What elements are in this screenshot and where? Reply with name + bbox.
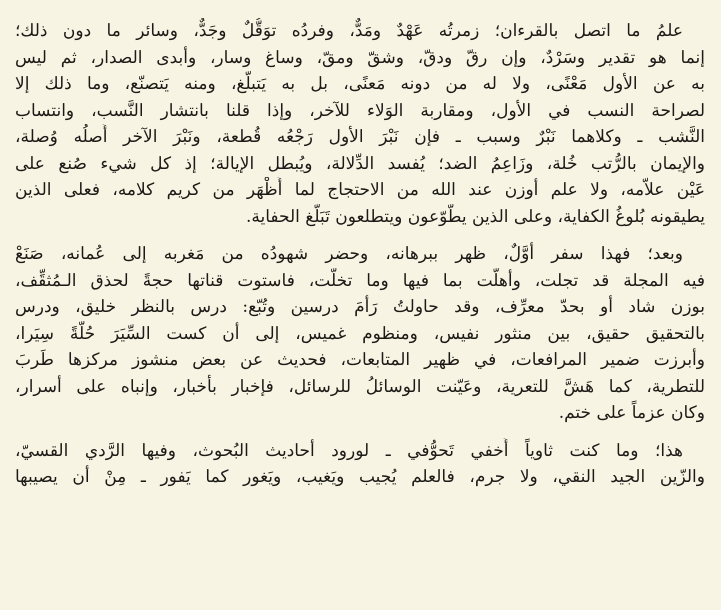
paragraph-line: وأبرزت ضمير المرافعات، في ظهير المتابعات، فحديث عن بعض منشوز مركزها طَربَ <box>15 350 705 370</box>
paragraph-spacer <box>15 427 705 438</box>
paragraph-line: وبعد؛ فهذا سفر أوَّلٌ، ظهر ببرهانه، وحضر شهودُه من مَغربه إلى عُمانه، صَنَعْ <box>15 244 683 264</box>
paragraph-line: لصراحة النسب في الأول، ومقاربة الوَلاء للآخر، وإذا قلنا بانتشار النَّسب، وانتساب <box>15 100 705 121</box>
paragraph-spacer <box>15 230 705 241</box>
paragraph-line: والزّين الجيد النقي، ولا جرم، فالعلم يُجيب ويَغيب، ويَغور كما يَفور ـ مِنْ أن يصيبها <box>15 467 705 487</box>
paragraph-line: بالتحقيق حقيق، بين منثور نفيس، ومنظوم غميس، إلى أن كست السِّيَرَ حُلّةً سِيَرا، <box>15 323 705 344</box>
paragraph-line: عَيْن علاّمه، ولا علم أوزن عند الله من الاحتجاج لما أَظْهَر من كريم كلامه، فعلى الذين <box>15 180 705 200</box>
paragraph-line: وكان عزماً على ختم. <box>558 403 705 423</box>
paragraph-3 <box>15 438 705 491</box>
paragraph-line: هذا؛ وما كنت ثاوياً أُخفي تَحوُّفي ـ لورود أحاديث البُحوث، وفيها الرَّدي القسيّ، <box>15 440 683 461</box>
paragraph-line: علمُ ما اتصل بالقرءان؛ زمرتُه عَهْدٌ ومَدٌّ، وفردُه توَقُّلٌ وجَدٌّ، وسائر ما دون ذلك؛ <box>15 21 683 41</box>
paragraph-line: به عن الأول مَعْنًى، ولا له من دونه مَعنًى، بل به يَتبلّغ، ومنه يَتصنّع، وما ذلك إلا <box>15 74 705 94</box>
paragraph-line: والإيمان بالرُّتب خُلة، وزَاعِمُ الضد؛ يُفسد الدِّلالة، ويُبطل الإيالة؛ إذ كل شيء صُنع على <box>15 153 705 174</box>
paragraph-2 <box>15 241 705 427</box>
paragraph-1 <box>15 18 705 230</box>
document-body <box>15 18 705 491</box>
paragraph-line: إنما هو تقدير وسَرْدٌ، وإن رقّ ودقّ، وشقّ ومقّ، وساغ وسار، وأبدى الصدار، ثم ليس <box>15 47 705 68</box>
paragraph-line: يطيقونه بُلوغُ الكفاية، وعلى الذين يطّوّعون ويتطلعون تَبَلُّغ الحفاية. <box>245 206 705 227</box>
paragraph-line: للتطرية، كما هَشَّ للتعرية، وعَيّنت الوسائلُ للرسائل، فإخبار بأخبار، وإنباه على أسرار، <box>15 376 705 397</box>
paragraph-line: بوزن شاد أو بحدّ معرِّف، وقد حاولتُ رَأْمَ درسين وتُبّع: درس بالنظر خليق، ودرس <box>15 297 705 317</box>
paragraph-line: فيه المجلة قد تجلت، وأهلّت بما فيها وما تخلّت، فاستوت قناتها حجةً لحذق الـمُثقِّف، <box>15 270 705 291</box>
paragraph-line: النَّشب ـ وكلاهما نَبْرٌ وسبب ـ فإن نَبْرَ الأول رَجْعُه قُطعة، ونَبْرَ الآخر أَصلُه وُصلة، <box>15 127 705 147</box>
